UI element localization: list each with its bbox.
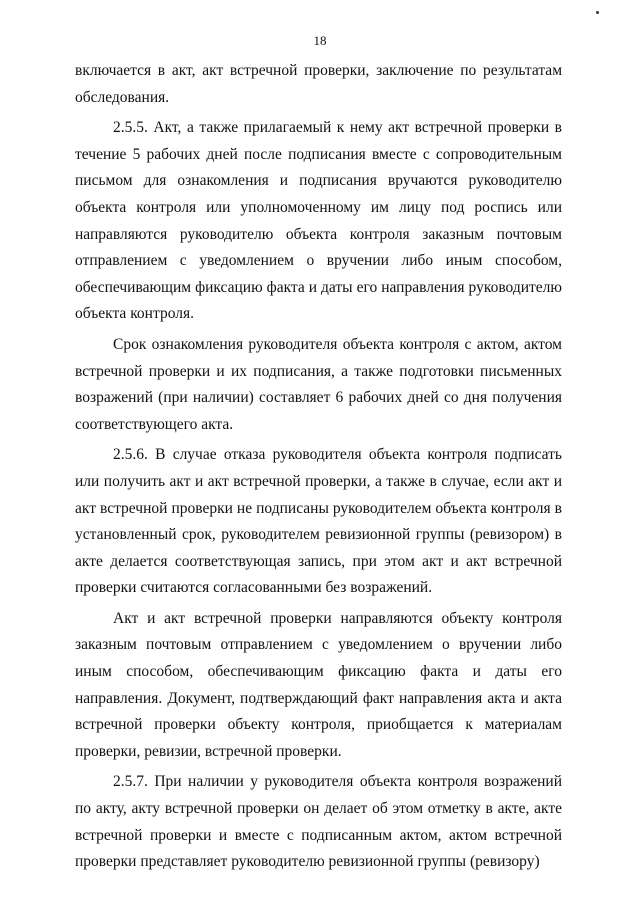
- paragraph-act-sending: Акт и акт встречной проверки направляются объекту контроля заказным почтовым отправлением с уведомлением о вручении либо иным способом, обеспечивающим фиксацию факта и даты его направления. Документ, подтверждающий факт направления акта и акта встречной проверки объекту контроля, приобщается к материалам проверки, ревизии, встречной проверки.: [75, 609, 562, 760]
- paragraph-continuation: включается в акт, акт встречной проверки, заключение по результатам обследования.: [75, 62, 562, 106]
- document-body: [75, 58, 562, 876]
- paragraph-2-5-7: 2.5.7. При наличии у руководителя объекта контроля возражений по акту, акту встречной проверки он делает об этом отметку в акте, акте встречной проверки и вместе с подписанным актом, актом встречной проверки представляет руководителю ревизионной группы (ревизору): [75, 773, 562, 871]
- paragraph-2-5-5: 2.5.5. Акт, а также прилагаемый к нему акт встречной проверки в течение 5 рабочих дней после подписания вместе с сопроводительным письмом для ознакомления и подписания вручаются руководителю объекта контроля или уполномоченному им лицу под роспись или направляются руководителю объекта контроля заказным почтовым отправлением с уведомлением о вручении либо иным способом, обеспечивающим фиксацию факта и даты его направления руководителю объекта контроля.: [75, 119, 562, 323]
- scan-mark: [596, 11, 599, 14]
- paragraph-2-5-6: 2.5.6. В случае отказа руководителя объекта контроля подписать или получить акт и акт встречной проверки, а также в случае, если акт и акт встречной проверки не подписаны руководителем объекта контроля в установленный срок, руководителем ревизионной группы (ревизором) в акте делается соответствующая запись, при этом акт и акт встречной проверки считаются согласованными без возражений.: [75, 446, 562, 597]
- page-number: 18: [313, 33, 327, 48]
- paragraph-review-period: Срок ознакомления руководителя объекта контроля с актом, актом встречной проверки и их подписания, а также подготовки письменных возражений (при наличии) составляет 6 рабочих дней со дня получения соответствующего акта.: [75, 335, 562, 433]
